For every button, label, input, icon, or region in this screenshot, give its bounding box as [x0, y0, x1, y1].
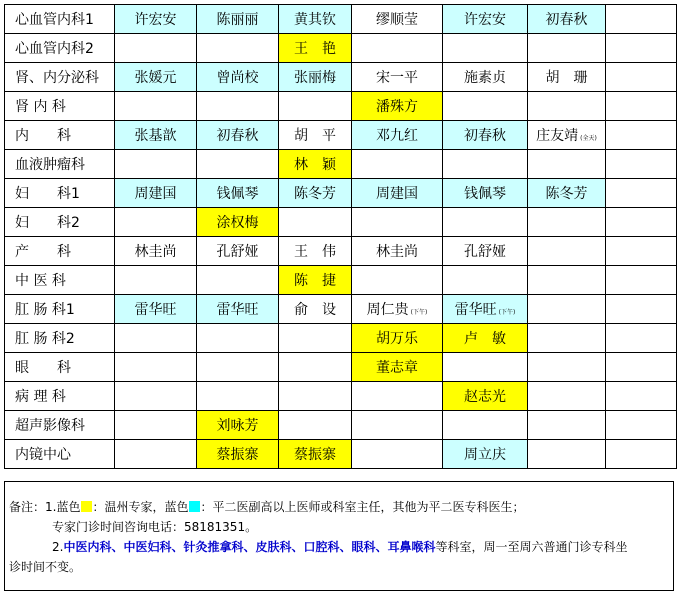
note-1-mid2: ：平二医副高以上医师或科室主任，其他为平二医专科医生； [200, 500, 525, 514]
table-row [5, 5, 677, 34]
doctor-cell [528, 121, 606, 150]
note-1-prefix: 备注：1.蓝色 [9, 500, 81, 514]
doctor-cell [528, 179, 606, 208]
table-row [5, 63, 677, 92]
department-cell: 心血管内科2 [5, 34, 115, 63]
doctor-name: 陈冬芳 [294, 186, 336, 202]
schedule-body [5, 5, 677, 469]
doctor-cell [443, 295, 528, 324]
empty-cell [606, 63, 677, 92]
doctor-cell [352, 92, 443, 121]
table-row [5, 411, 677, 440]
doctor-name: 陈冬芳 [545, 186, 588, 202]
doctor-cell [115, 382, 197, 411]
doctor-cell [115, 266, 197, 295]
doctor-cell [197, 266, 279, 295]
yellow-swatch [81, 501, 92, 512]
note-3-suffix: 等科室，周一至周六普通门诊专科坐 [435, 540, 628, 554]
doctor-cell [443, 34, 528, 63]
doctor-cell [279, 295, 352, 324]
doctor-name: 钱佩琴 [464, 186, 506, 202]
doctor-cell [352, 440, 443, 469]
doctor-cell [197, 411, 279, 440]
doctor-cell [115, 179, 197, 208]
doctor-cell [528, 237, 606, 266]
doctor-cell [352, 324, 443, 353]
doctor-cell [115, 440, 197, 469]
doctor-name: 潘殊方 [376, 99, 418, 115]
doctor-cell [443, 411, 528, 440]
doctor-name: 雷华旺 [454, 302, 497, 318]
doctor-cell [197, 237, 279, 266]
note-line-2: 专家门诊时间咨询电话：58181351。 [52, 520, 258, 534]
doctor-name: 宋一平 [376, 70, 418, 86]
note-line-4: 诊时间不变。 [9, 560, 82, 574]
doctor-name: 陈 捷 [294, 273, 336, 289]
doctor-name: 林 颖 [294, 157, 336, 173]
doctor-cell [197, 150, 279, 179]
doctor-cell [352, 121, 443, 150]
table-row [5, 295, 677, 324]
doctor-cell [443, 150, 528, 179]
doctor-name: 许宏安 [464, 12, 506, 28]
note-3-depts: 中医内科、中医妇科、针灸推拿科、皮肤科、口腔科、眼科、耳鼻喉科 [63, 540, 436, 554]
doctor-name: 黄其钦 [294, 12, 336, 28]
doctor-cell [443, 179, 528, 208]
doctor-cell [528, 5, 606, 34]
doctor-cell [279, 150, 352, 179]
doctor-name: 邓九红 [376, 128, 418, 144]
table-row [5, 34, 677, 63]
empty-cell [606, 179, 677, 208]
department-cell: 中 医 科 [5, 266, 115, 295]
doctor-cell [279, 266, 352, 295]
doctor-cell [352, 5, 443, 34]
department-cell: 超声影像科 [5, 411, 115, 440]
doctor-cell [352, 237, 443, 266]
doctor-cell [528, 295, 606, 324]
doctor-cell [197, 440, 279, 469]
empty-cell [606, 5, 677, 34]
doctor-name: 张媛元 [134, 70, 177, 86]
empty-cell [606, 266, 677, 295]
doctor-cell [443, 92, 528, 121]
doctor-cell [352, 179, 443, 208]
doctor-cell [443, 5, 528, 34]
doctor-cell [197, 324, 279, 353]
empty-cell [606, 382, 677, 411]
doctor-cell [279, 324, 352, 353]
doctor-cell [443, 324, 528, 353]
department-cell: 肾 内 科 [5, 92, 115, 121]
doctor-cell [443, 382, 528, 411]
doctor-cell [443, 440, 528, 469]
doctor-cell [115, 63, 197, 92]
doctor-cell [279, 92, 352, 121]
table-row [5, 440, 677, 469]
time-note: (下午) [498, 309, 516, 316]
department-cell: 心血管内科1 [5, 5, 115, 34]
empty-cell [606, 121, 677, 150]
doctor-cell [279, 179, 352, 208]
doctor-cell [528, 324, 606, 353]
doctor-name: 孔舒娅 [464, 244, 506, 260]
doctor-cell [115, 5, 197, 34]
doctor-cell [279, 63, 352, 92]
doctor-cell [197, 295, 279, 324]
time-note: (下午) [410, 309, 428, 316]
doctor-cell [115, 150, 197, 179]
doctor-cell [115, 353, 197, 382]
doctor-name: 雷华旺 [216, 302, 259, 318]
table-row [5, 150, 677, 179]
note-3-prefix: 2. [52, 540, 64, 554]
doctor-name: 雷华旺 [134, 302, 177, 318]
doctor-name: 庄友靖 [536, 128, 579, 144]
doctor-cell [115, 295, 197, 324]
doctor-name: 周立庆 [464, 447, 506, 463]
doctor-cell [352, 411, 443, 440]
doctor-name: 林圭尚 [376, 244, 418, 260]
doctor-cell [528, 63, 606, 92]
doctor-cell [115, 324, 197, 353]
doctor-name: 王 艳 [294, 41, 336, 57]
empty-cell [606, 150, 677, 179]
table-row [5, 92, 677, 121]
doctor-cell [115, 92, 197, 121]
doctor-cell [197, 92, 279, 121]
doctor-cell [279, 353, 352, 382]
doctor-name: 张丽梅 [294, 70, 336, 86]
doctor-cell [352, 353, 443, 382]
doctor-name: 孔舒娅 [216, 244, 259, 260]
doctor-cell [197, 208, 279, 237]
doctor-name: 俞 设 [294, 302, 336, 318]
department-cell: 病 理 科 [5, 382, 115, 411]
department-cell: 产 科 [5, 237, 115, 266]
doctor-name: 周仁贵 [366, 302, 409, 318]
doctor-name: 缪顺莹 [376, 12, 418, 28]
doctor-cell [352, 63, 443, 92]
doctor-name: 林圭尚 [134, 244, 177, 260]
doctor-name: 胡 珊 [545, 70, 588, 86]
doctor-cell [528, 92, 606, 121]
doctor-cell [197, 34, 279, 63]
table-row [5, 382, 677, 411]
note-1-mid1: ：温州专家，蓝色 [92, 500, 189, 514]
doctor-name: 陈丽丽 [216, 12, 259, 28]
doctor-name: 涂权梅 [216, 215, 259, 231]
doctor-cell [279, 237, 352, 266]
doctor-name: 胡 平 [294, 128, 336, 144]
department-cell: 肛 肠 科1 [5, 295, 115, 324]
doctor-cell [528, 266, 606, 295]
doctor-name: 胡万乐 [376, 331, 418, 347]
doctor-cell [443, 208, 528, 237]
doctor-name: 初春秋 [464, 128, 506, 144]
doctor-cell [528, 440, 606, 469]
department-cell: 肛 肠 科2 [5, 324, 115, 353]
doctor-cell [279, 208, 352, 237]
doctor-cell [279, 440, 352, 469]
doctor-cell [528, 353, 606, 382]
doctor-name: 董志章 [376, 360, 418, 376]
doctor-cell [115, 411, 197, 440]
doctor-cell [443, 266, 528, 295]
doctor-cell [197, 63, 279, 92]
doctor-cell [352, 34, 443, 63]
doctor-name: 初春秋 [545, 12, 588, 28]
doctor-name: 卢 敏 [464, 331, 506, 347]
doctor-cell [352, 382, 443, 411]
department-cell: 血液肿瘤科 [5, 150, 115, 179]
doctor-cell [115, 121, 197, 150]
department-cell: 肾、内分泌科 [5, 63, 115, 92]
doctor-cell [197, 179, 279, 208]
doctor-name: 施素贞 [464, 70, 506, 86]
department-cell: 妇 科1 [5, 179, 115, 208]
doctor-name: 刘咏芳 [216, 418, 259, 434]
table-row [5, 208, 677, 237]
doctor-name: 周建国 [134, 186, 177, 202]
empty-cell [606, 324, 677, 353]
doctor-cell [279, 382, 352, 411]
doctor-cell [528, 150, 606, 179]
table-row [5, 179, 677, 208]
empty-cell [606, 208, 677, 237]
doctor-cell [528, 411, 606, 440]
table-row [5, 121, 677, 150]
doctor-cell [352, 208, 443, 237]
doctor-name: 周建国 [376, 186, 418, 202]
doctor-cell [197, 382, 279, 411]
department-cell: 内镜中心 [5, 440, 115, 469]
table-row [5, 324, 677, 353]
empty-cell [606, 295, 677, 324]
empty-cell [606, 34, 677, 63]
time-note: (全天) [580, 135, 597, 142]
department-cell: 妇 科2 [5, 208, 115, 237]
table-row [5, 266, 677, 295]
doctor-name: 蔡振寨 [216, 447, 259, 463]
doctor-cell [197, 121, 279, 150]
empty-cell [606, 353, 677, 382]
doctor-cell [115, 34, 197, 63]
doctor-name: 钱佩琴 [216, 186, 259, 202]
doctor-cell [279, 5, 352, 34]
empty-cell [606, 411, 677, 440]
doctor-cell [279, 34, 352, 63]
table-row [5, 237, 677, 266]
doctor-cell [443, 63, 528, 92]
doctor-cell [528, 208, 606, 237]
doctor-name: 王 伟 [294, 244, 336, 260]
empty-cell [606, 92, 677, 121]
doctor-cell [352, 150, 443, 179]
doctor-cell [443, 121, 528, 150]
department-cell: 眼 科 [5, 353, 115, 382]
doctor-cell [279, 411, 352, 440]
doctor-name: 赵志光 [464, 389, 506, 405]
doctor-name: 初春秋 [216, 128, 259, 144]
doctor-name: 许宏安 [134, 12, 177, 28]
doctor-cell [443, 237, 528, 266]
note-line-1 [9, 497, 669, 517]
empty-cell [606, 440, 677, 469]
doctor-cell [115, 237, 197, 266]
doctor-cell [279, 121, 352, 150]
doctor-cell [115, 208, 197, 237]
table-row [5, 353, 677, 382]
doctor-cell [197, 5, 279, 34]
doctor-cell [352, 266, 443, 295]
department-cell: 内 科 [5, 121, 115, 150]
schedule-table [4, 4, 677, 469]
empty-cell [606, 237, 677, 266]
doctor-name: 张基歆 [134, 128, 177, 144]
doctor-name: 曾尚校 [216, 70, 259, 86]
notes-box [4, 481, 674, 591]
doctor-name: 蔡振寨 [294, 447, 336, 463]
doctor-cell [443, 353, 528, 382]
doctor-cell [352, 295, 443, 324]
note-line-3 [9, 537, 669, 557]
doctor-cell [528, 34, 606, 63]
cyan-swatch [189, 501, 200, 512]
doctor-cell [197, 353, 279, 382]
doctor-cell [528, 382, 606, 411]
